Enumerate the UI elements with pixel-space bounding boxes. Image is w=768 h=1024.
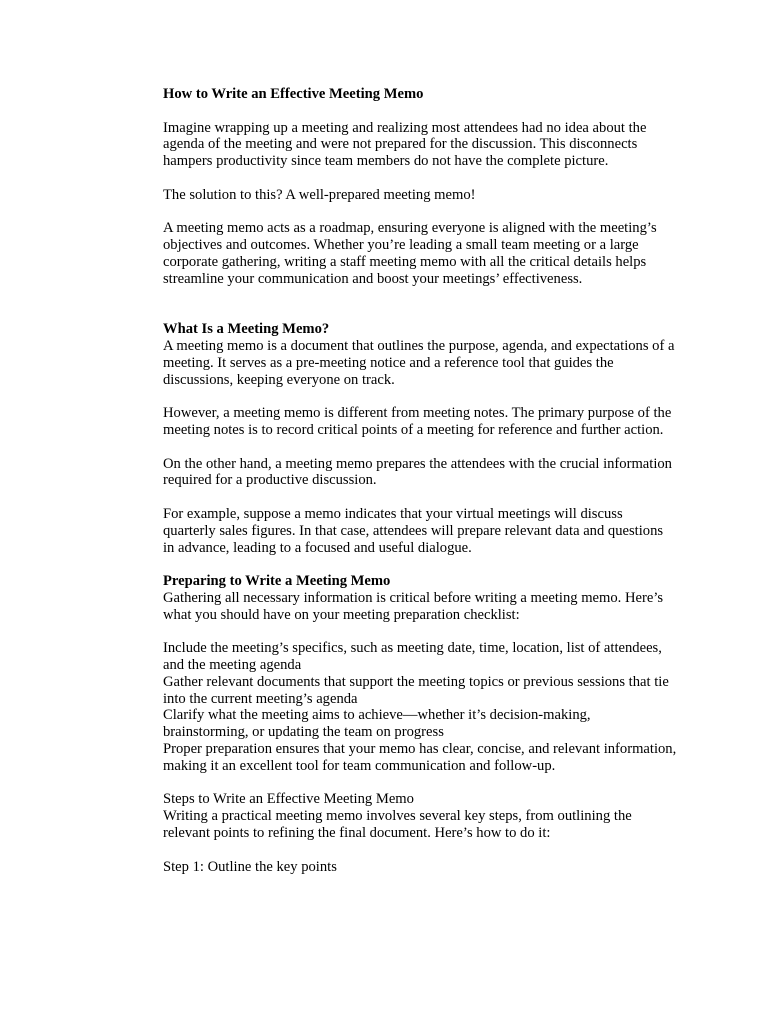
- checklist-item-3: Clarify what the meeting aims to achieve—whether it’s decision-making, brainstorming, or updating the team on progress: [163, 707, 591, 741]
- section2-lead: Gathering all necessary information is critical before writing a meeting memo. Here’s what you should have on your meeting preparation checklist:: [163, 589, 664, 623]
- intro-paragraph-1: Imagine wrapping up a meeting and realizing most attendees had no idea about the agenda of the meeting and were not prepared for the discussion. This disconnects hampers productivity since team members do not have the complete picture.: [163, 119, 647, 170]
- document-title: How to Write an Effective Meeting Memo: [163, 86, 424, 102]
- section1-paragraph-4: For example, suppose a memo indicates that your virtual meetings will discuss quarterly sales figures. In that case, attendees will prepare relevant data and questions in advance, leading to a focused and useful dialogue.: [163, 505, 664, 556]
- checklist-item-4: Proper preparation ensures that your memo has clear, concise, and relevant information, making it an excellent tool for team communication and follow-up.: [163, 741, 677, 774]
- section-heading-what-is: What Is a Meeting Memo?: [163, 321, 330, 338]
- section-heading-steps: Steps to Write an Effective Meeting Memo: [163, 791, 414, 808]
- section1-paragraph-3: On the other hand, a meeting memo prepares the attendees with the crucial information required for a productive discussion.: [163, 455, 672, 489]
- checklist-item-2: Gather relevant documents that support the meeting topics or previous sessions that tie into the current meeting’s agenda: [163, 673, 669, 707]
- section1-paragraph-1: A meeting memo is a document that outlines the purpose, agenda, and expectations of a meeting. It serves as a pre-meeting notice and a reference tool that guides the discussions, keeping everyone on track.: [163, 337, 675, 388]
- section1-paragraph-2: However, a meeting memo is different from meeting notes. The primary purpose of the meeting notes is to record critical points of a meeting for reference and further action.: [163, 405, 672, 438]
- checklist-item-1: Include the meeting’s specifics, such as meeting date, time, location, list of attendees, and the meeting agenda: [163, 640, 662, 674]
- section-heading-preparing: Preparing to Write a Meeting Memo: [163, 573, 391, 590]
- step1-heading: Step 1: Outline the key points: [163, 858, 337, 875]
- section3-lead: Writing a practical meeting memo involves several key steps, from outlining the relevant points to refining the final document. Here’s how to do it:: [163, 808, 632, 842]
- intro-paragraph-3: A meeting memo acts as a roadmap, ensuring everyone is aligned with the meeting’s objectives and outcomes. Whether you’re leading a small team meeting or a large corporate gathering, writing a staff meeting memo with all the critical details helps streamline your communication and boost your meetings’ effectiveness.: [163, 220, 657, 287]
- document-page: [163, 86, 678, 875]
- intro-paragraph-2: The solution to this? A well-prepared meeting memo!: [163, 186, 476, 203]
